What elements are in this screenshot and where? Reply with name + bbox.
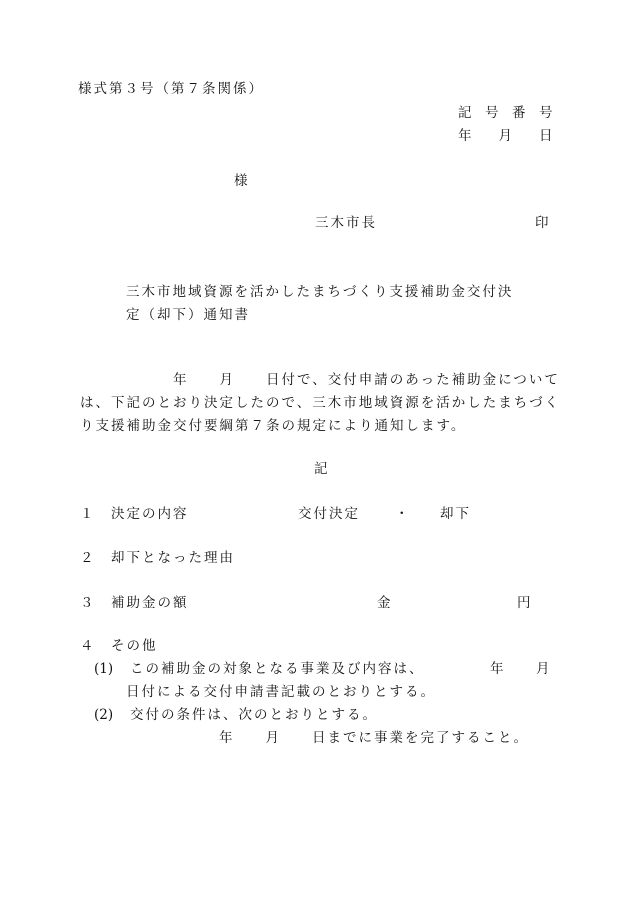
sub-item-1-text: この補助金の対象となる事業及び内容は、 [130, 661, 425, 677]
title-line-1: 三木市地域資源を活かしたまちづくり支援補助金交付決 [126, 284, 514, 300]
item-2-label: 却下となった理由 [111, 550, 235, 566]
sub-item-2-number: (2) [94, 707, 114, 723]
body-line-3: り支援補助金交付要綱第７条の規定により通知します。 [80, 418, 467, 434]
sub-item-1-number: (1) [94, 661, 114, 677]
option-rejection: 却下 [440, 506, 471, 522]
addressee-honorific: 様 [234, 173, 248, 189]
amount-kin: 金 [377, 595, 391, 611]
issue-date: 年 月 日 [458, 128, 553, 144]
ki-heading: 記 [314, 461, 328, 477]
body-line-1: 年 月 日付で、交付申請のあった補助金について [173, 372, 560, 388]
seal-mark: 印 [535, 215, 549, 231]
form-label: 様式第３号（第７条関係） [78, 81, 264, 97]
item-4-number: ４ [80, 638, 94, 654]
sub-item-1-month: 月 [536, 661, 550, 677]
title-line-2: 定（却下）通知書 [126, 307, 250, 323]
item-1-label: 決定の内容 [111, 506, 189, 522]
option-approval: 交付決定 [298, 506, 360, 522]
sub-item-1-year: 年 [490, 661, 504, 677]
sub-item-2-text: 交付の条件は、次のとおりとする。 [130, 707, 378, 723]
item-2-number: ２ [80, 550, 94, 566]
sub-item-2-condition: 年 月 日までに事業を完了すること。 [219, 730, 529, 746]
option-separator: ・ [395, 506, 409, 522]
document-number: 記 号 番 号 [458, 105, 553, 121]
item-4-label: その他 [111, 638, 158, 654]
item-3-number: ３ [80, 595, 94, 611]
item-1-number: １ [80, 506, 94, 522]
body-line-2: は、下記のとおり決定したので、三木市地域資源を活かしたまちづく [80, 395, 561, 411]
sender-name: 三木市長 [315, 215, 377, 231]
item-3-label: 補助金の額 [111, 595, 189, 611]
amount-yen: 円 [517, 595, 531, 611]
sub-item-1-continuation: 日付による交付申請書記載のとおりとする。 [126, 684, 436, 700]
